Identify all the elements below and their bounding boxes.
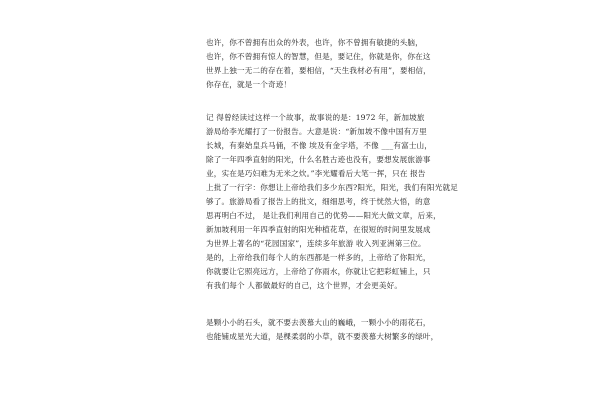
- text-line: 是的，上帝给我们每个人的东西都是一样多的，上帝给了你阳光，: [206, 253, 431, 262]
- text-line: 你就要让它照亮远方，上帝给了你雨水，你就让它把彩虹铺上，只: [206, 267, 431, 276]
- text-line: 也许，你不曾拥有惊人的智慧，但是，要记住，你就是你，你在这: [206, 52, 431, 61]
- text-line: 也能铺成星光大道，是棵柔弱的小草，就不要羡慕大树繁多的绿叶，: [206, 332, 439, 341]
- text-line: 也许，你不曾拥有出众的外表，也许，你不曾拥有敏捷的头脑，: [206, 38, 423, 47]
- text-line: 新加坡利用一年四季直射的阳光种植花草，在很短的时间里发展成: [206, 225, 431, 234]
- text-line: 长城，有秦始皇兵马俑，不像 埃及有金字塔，不像 ___有富士山，: [206, 141, 433, 150]
- text-line: 思再明白不过， 是让我们利用自己的优势——阳光大做文章，后来，: [206, 211, 441, 220]
- text-line: 业，实在是巧妇难为无米之炊。”李光耀看后大笔一挥，只在 报告: [206, 169, 426, 178]
- text-line: 上批了一行字：你想让上帝给我们多少东西?阳光，阳光，我们有阳光就足: [206, 183, 459, 192]
- text-line: 记 得曾经读过这样一个故事，故事说的是：1972 年，新加坡旅: [206, 113, 425, 122]
- text-line: 世界上独一无二的存在着，要相信，“天生我材必有用”，要相信，: [206, 66, 431, 75]
- text-line: 够了。旅游局看了报告上的批文，细细思考，终于恍然大悟，的意: [206, 197, 431, 206]
- text-line: 是颗小小的石头，就不要去羡慕大山的巍峨，一颗小小的雨花石，: [206, 318, 431, 327]
- text-line: 你存在，就是一个奇迹！: [206, 80, 292, 89]
- text-line: 为世界上著名的“花园国家”，连续多年旅游 收入列亚洲第三位。: [206, 239, 426, 248]
- text-line: 除了一年四季直射的阳光，什么名胜古迹也没有，要想发展旅游事: [206, 155, 431, 164]
- text-line: 游局给李光耀打了一份报告。大意是说：“新加坡不像中国有万里: [206, 127, 427, 136]
- text-line: 有我们每个 人都做最好的自己，这个世界，才会更美好。: [206, 281, 403, 290]
